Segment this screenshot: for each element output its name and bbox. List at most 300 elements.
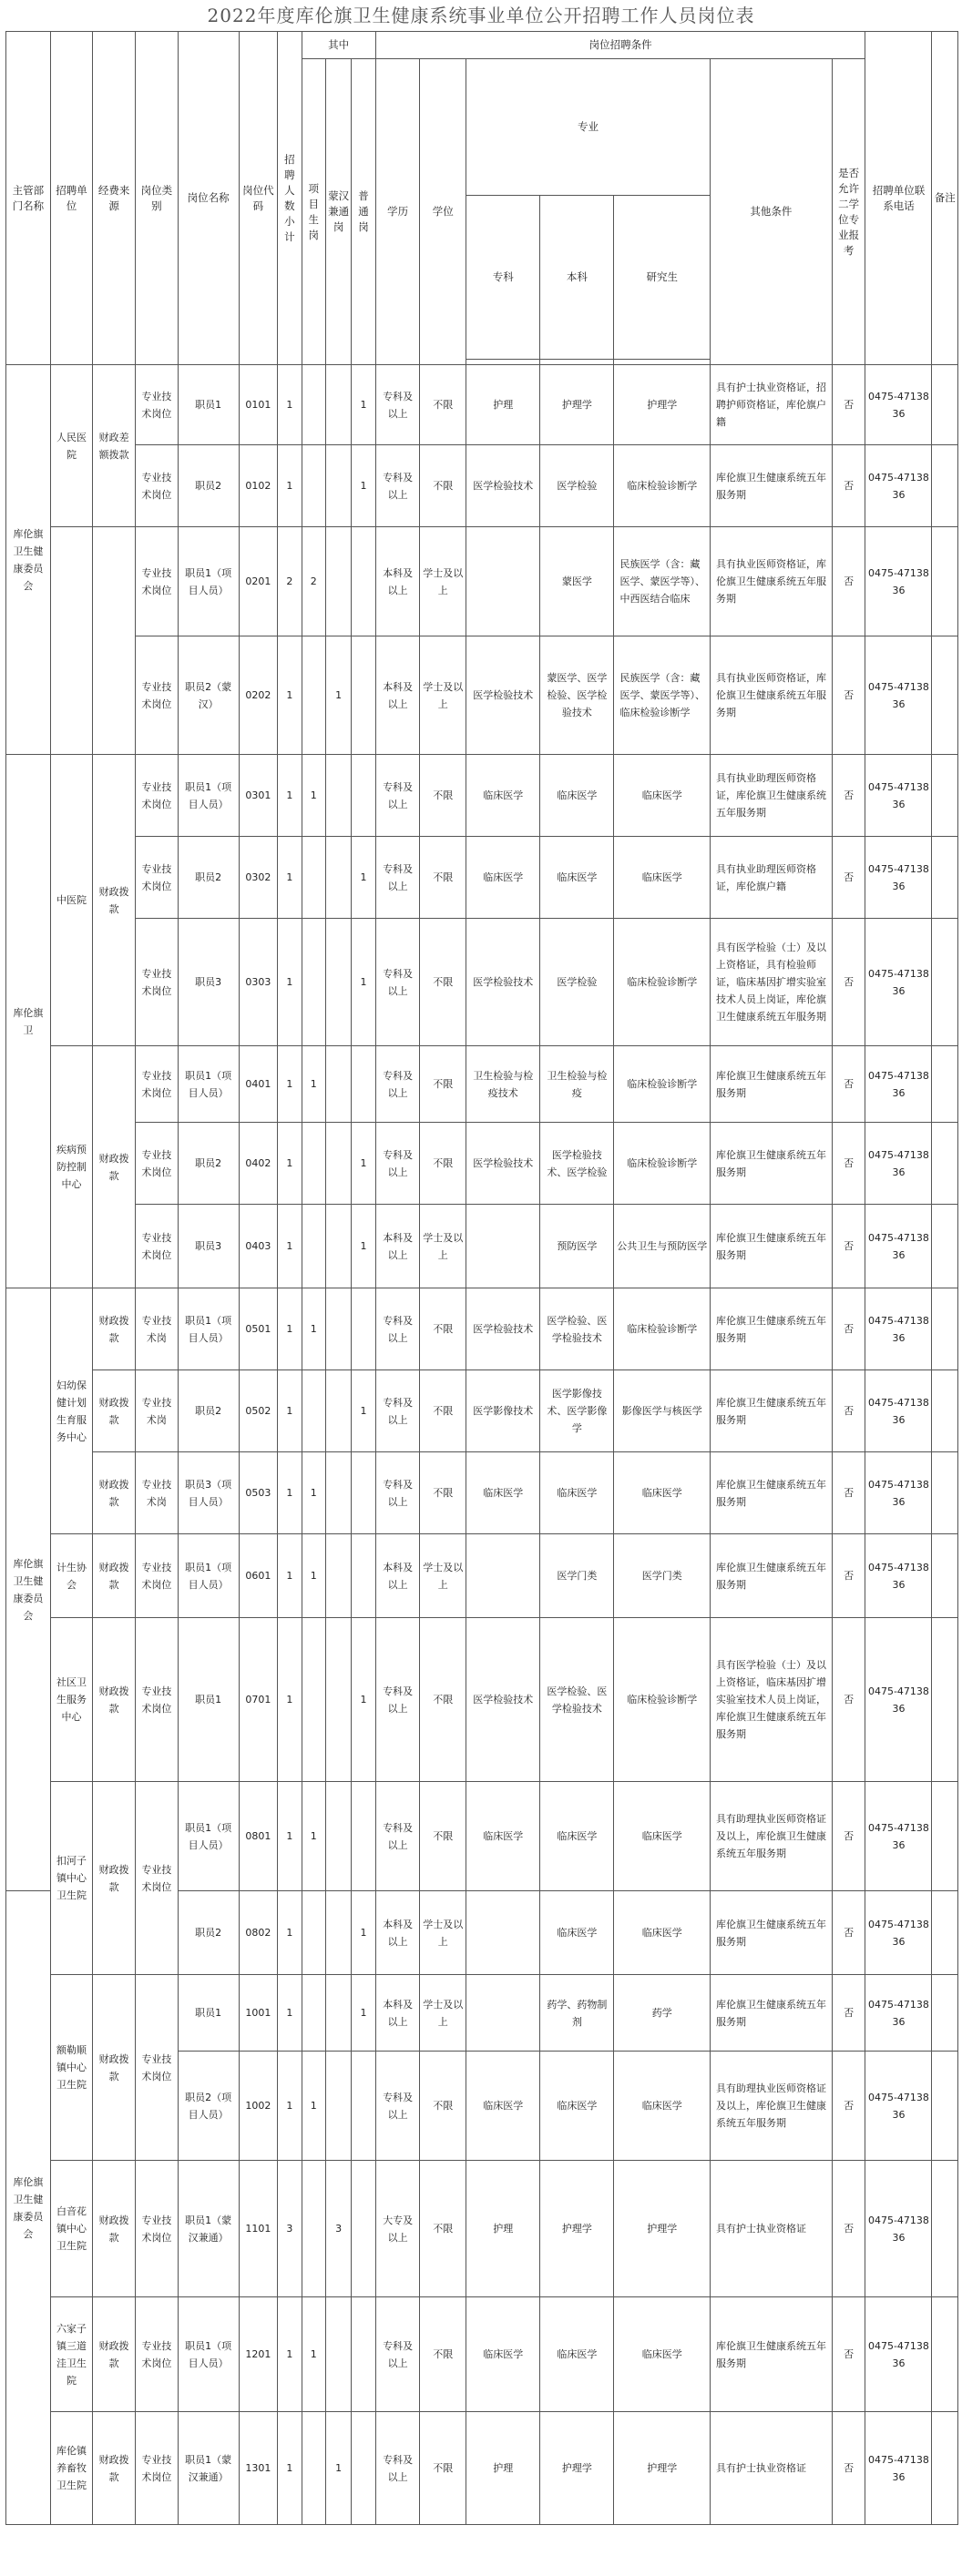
- cell-bk: 预防医学: [540, 1205, 614, 1288]
- header-zhuanke: 专科: [466, 196, 540, 360]
- cell-yjs: 民族医学（含：藏医学、蒙医学等）、临床检验诊断学: [614, 636, 711, 755]
- cell-second: 否: [832, 1975, 865, 2052]
- cell-name: 职员1: [178, 1975, 239, 2052]
- cell-edu: 专科及以上: [375, 755, 420, 837]
- fund-cell: 财政拨款: [93, 1452, 136, 1534]
- cell-cat: 专业技术岗位: [136, 2161, 179, 2297]
- cell-bk: 医学门类: [540, 1534, 614, 1618]
- cell-total: 1: [278, 2052, 302, 2161]
- cell-edu: 专科及以上: [375, 1618, 420, 1782]
- cell-mongo: [325, 1452, 351, 1534]
- table-row: [6, 1123, 958, 1205]
- cell-proj: 1: [302, 1046, 325, 1123]
- cell-phone: 0475-4713836: [865, 445, 932, 527]
- cell-general: 1: [352, 919, 375, 1046]
- cell-total: 1: [278, 1370, 302, 1452]
- cell-phone: 0475-4713836: [865, 1534, 932, 1618]
- dept-cell: 库伦旗卫生健康委员会: [6, 365, 51, 755]
- cell-mongo: 1: [325, 636, 351, 755]
- cell-second: 否: [832, 636, 865, 755]
- header-graduate: 研究生: [614, 196, 711, 360]
- cell-zk: 临床医学: [466, 837, 540, 919]
- cell-second: 否: [832, 2412, 865, 2525]
- cell-phone: 0475-4713836: [865, 837, 932, 919]
- cell-name: 职员1: [178, 1618, 239, 1782]
- cell-code: 0201: [239, 527, 278, 636]
- cell-code: 0402: [239, 1123, 278, 1205]
- cell-edu: 专科及以上: [375, 1452, 420, 1534]
- cell-second: 否: [832, 1288, 865, 1370]
- cell-yjs: 民族医学（含：藏医学、蒙医学等）、中西医结合临床: [614, 527, 711, 636]
- dept-cell: 库伦旗卫生健康委员会: [6, 1288, 51, 1891]
- cell-edu: 大专及以上: [375, 2161, 420, 2297]
- cell-name: 职员3（项目人员）: [178, 1452, 239, 1534]
- cell-cat: 专业技术岗位: [136, 636, 179, 755]
- cell-cat: 专业技术岗: [136, 1288, 179, 1370]
- header-education: 学历: [375, 59, 420, 365]
- cell-general: [352, 2412, 375, 2525]
- cell-second: 否: [832, 837, 865, 919]
- cell-code: 0403: [239, 1205, 278, 1288]
- cell-general: [352, 1452, 375, 1534]
- cell-second: 否: [832, 2161, 865, 2297]
- cell-general: [352, 755, 375, 837]
- cell-bk: 临床医学: [540, 2052, 614, 2161]
- cell-name: 职员3: [178, 919, 239, 1046]
- cell-yjs: 临床医学: [614, 1452, 711, 1534]
- cell-degree: 不限: [420, 2161, 466, 2297]
- cell-mongo: [325, 1123, 351, 1205]
- cell-code: 0503: [239, 1452, 278, 1534]
- cell-second: 否: [832, 527, 865, 636]
- cell-bk: 护理学: [540, 2161, 614, 2297]
- cell-name: 职员2: [178, 837, 239, 919]
- table-row: [6, 1975, 958, 2052]
- cell-name: 职员1（项目人员）: [178, 1288, 239, 1370]
- unit-cell: 白音花镇中心卫生院: [50, 2161, 93, 2297]
- cell-degree: 学士及以上: [420, 527, 466, 636]
- cell-phone: 0475-4713836: [865, 1288, 932, 1370]
- cell-second: 否: [832, 2297, 865, 2412]
- table-row: [6, 1046, 958, 1123]
- cell-bk: 药学、药物制剂: [540, 1975, 614, 2052]
- table-row: [6, 1534, 958, 1618]
- cell-total: 1: [278, 1205, 302, 1288]
- cell-yjs: 医学门类: [614, 1534, 711, 1618]
- cell-mongo: [325, 527, 351, 636]
- cell-mongo: [325, 1046, 351, 1123]
- cell-proj: [302, 919, 325, 1046]
- unit-cell: 人民医院: [50, 365, 93, 527]
- cell-name: 职员3: [178, 1205, 239, 1288]
- cell-degree: 不限: [420, 1046, 466, 1123]
- cell-general: 1: [352, 1975, 375, 2052]
- cell-other: 具有护士执业资格证: [710, 2412, 832, 2525]
- cell-degree: 不限: [420, 1452, 466, 1534]
- cell-proj: [302, 1123, 325, 1205]
- fund-cell: 财政拨款: [93, 755, 136, 1046]
- cell-code: 0501: [239, 1288, 278, 1370]
- cell-cat: 专业技术岗位: [136, 365, 179, 445]
- dept-cell: 库伦旗卫生健康委员会: [6, 1891, 51, 2525]
- cell-other: 库伦旗卫生健康系统五年服务期: [710, 1452, 832, 1534]
- cell-second: 否: [832, 1452, 865, 1534]
- cell-bk: 医学检验: [540, 919, 614, 1046]
- cell-name: 职员2（项目人员）: [178, 2052, 239, 2161]
- cell-phone: 0475-4713836: [865, 1205, 932, 1288]
- header-degree: 学位: [420, 59, 466, 365]
- cell-bk: 医学检验: [540, 445, 614, 527]
- cell-cat: 专业技术岗位: [136, 445, 179, 527]
- cell-cat: 专业技术岗位: [136, 1046, 179, 1123]
- table-row: [6, 837, 958, 919]
- cell-cat: 专业技术岗位: [136, 1205, 179, 1288]
- cell-general: 1: [352, 1891, 375, 1975]
- page-title: 2022年度库伦旗卫生健康系统事业单位公开招聘工作人员岗位表: [207, 5, 755, 26]
- cell-cat: 专业技术岗位: [136, 1618, 179, 1782]
- cell-total: 1: [278, 1534, 302, 1618]
- cell-yjs: 临床医学: [614, 837, 711, 919]
- cell-general: [352, 1782, 375, 1891]
- cell-name: 职员2: [178, 445, 239, 527]
- cell-edu: 本科及以上: [375, 636, 420, 755]
- table-row: [6, 1452, 958, 1534]
- cell-phone: 0475-4713836: [865, 1975, 932, 2052]
- cell-phone: 0475-4713836: [865, 2412, 932, 2525]
- header-dept: 主管部门名称: [6, 32, 51, 365]
- cell-total: 1: [278, 1618, 302, 1782]
- cell-second: 否: [832, 1618, 865, 1782]
- cell-general: 1: [352, 445, 375, 527]
- cell-total: 1: [278, 755, 302, 837]
- cell-degree: 不限: [420, 837, 466, 919]
- cell-other: 具有助理执业医师资格证及以上，库伦旗卫生健康系统五年服务期: [710, 1782, 832, 1891]
- cell-code: 0502: [239, 1370, 278, 1452]
- cell-general: [352, 2052, 375, 2161]
- cell-proj: 1: [302, 2052, 325, 2161]
- table-row: [6, 365, 958, 445]
- cell-name: 职员1（项目人员）: [178, 1046, 239, 1123]
- header-mongolian-post: 蒙汉兼通岗: [325, 59, 351, 365]
- unit-cell: 疾病预防控制中心: [50, 1046, 93, 1288]
- cell-degree: 学士及以上: [420, 1534, 466, 1618]
- cell-total: 1: [278, 2412, 302, 2525]
- cell-second: 否: [832, 755, 865, 837]
- dept-cell: 库伦旗卫: [6, 755, 51, 1288]
- cell-total: 1: [278, 1975, 302, 2052]
- cell-other: 库伦旗卫生健康系统五年服务期: [710, 2297, 832, 2412]
- cell-degree: 不限: [420, 919, 466, 1046]
- cell-zk: 护理: [466, 365, 540, 445]
- cell-edu: 专科及以上: [375, 919, 420, 1046]
- cell-other: 库伦旗卫生健康系统五年服务期: [710, 1891, 832, 1975]
- cell-cat: 专业技术岗位: [136, 1975, 179, 2161]
- cell-mongo: [325, 1782, 351, 1891]
- fund-cell: 财政拨款: [93, 1534, 136, 1618]
- cell-degree: 学士及以上: [420, 1891, 466, 1975]
- cell-zk: 临床医学: [466, 2297, 540, 2412]
- cell-general: 1: [352, 1205, 375, 1288]
- cell-total: 1: [278, 1123, 302, 1205]
- header-fund: 经费来源: [93, 32, 136, 365]
- cell-yjs: 护理学: [614, 2412, 711, 2525]
- cell-degree: 学士及以上: [420, 1205, 466, 1288]
- cell-yjs: 公共卫生与预防医学: [614, 1205, 711, 1288]
- cell-proj: [302, 445, 325, 527]
- cell-total: 1: [278, 636, 302, 755]
- cell-name: 职员1（项目人员）: [178, 1782, 239, 1891]
- cell-total: 1: [278, 2297, 302, 2412]
- cell-phone: 0475-4713836: [865, 2052, 932, 2161]
- cell-code: 1201: [239, 2297, 278, 2412]
- cell-mongo: [325, 2052, 351, 2161]
- header-qizhong: 其中: [302, 32, 375, 59]
- cell-zk: 医学影像技术: [466, 1370, 540, 1452]
- cell-zk: 临床医学: [466, 2052, 540, 2161]
- fund-cell: 财政拨款: [93, 2412, 136, 2525]
- cell-bk: 临床医学: [540, 1782, 614, 1891]
- cell-cat: 专业技术岗: [136, 1452, 179, 1534]
- cell-yjs: 临床医学: [614, 2297, 711, 2412]
- cell-phone: 0475-4713836: [865, 919, 932, 1046]
- cell-name: 职员2: [178, 1891, 239, 1975]
- cell-proj: [302, 1618, 325, 1782]
- cell-degree: 不限: [420, 2297, 466, 2412]
- cell-edu: 专科及以上: [375, 365, 420, 445]
- cell-edu: 本科及以上: [375, 1891, 420, 1975]
- cell-phone: 0475-4713836: [865, 2297, 932, 2412]
- cell-mongo: [325, 1288, 351, 1370]
- cell-other: 具有医学检验（士）及以上资格证，具有检验师证，临床基因扩增实验室技术人员上岗证，库伦旗卫生健康系统五年服务期: [710, 919, 832, 1046]
- cell-code: 0301: [239, 755, 278, 837]
- table-row: [6, 755, 958, 837]
- cell-yjs: 临床检验诊断学: [614, 1046, 711, 1123]
- cell-code: 0303: [239, 919, 278, 1046]
- fund-cell: 财政拨款: [93, 1046, 136, 1288]
- cell-total: 1: [278, 1288, 302, 1370]
- cell-degree: 不限: [420, 1370, 466, 1452]
- cell-code: 1002: [239, 2052, 278, 2161]
- table-row: [6, 2412, 958, 2525]
- header-post-name: 岗位名称: [178, 32, 239, 365]
- cell-general: 1: [352, 1370, 375, 1452]
- cell-edu: 专科及以上: [375, 2297, 420, 2412]
- cell-second: 否: [832, 1123, 865, 1205]
- cell-edu: 本科及以上: [375, 527, 420, 636]
- cell-name: 职员1（蒙汉兼通）: [178, 2161, 239, 2297]
- cell-mongo: 1: [325, 2412, 351, 2525]
- cell-proj: [302, 837, 325, 919]
- cell-second: 否: [832, 1534, 865, 1618]
- cell-bk: 临床医学: [540, 2297, 614, 2412]
- cell-other: 库伦旗卫生健康系统五年服务期: [710, 1534, 832, 1618]
- cell-bk: 临床医学: [540, 1891, 614, 1975]
- fund-cell: 财政拨款: [93, 1370, 136, 1452]
- cell-bk: 医学检验、医学检验技术: [540, 1288, 614, 1370]
- cell-yjs: 护理学: [614, 2161, 711, 2297]
- cell-mongo: [325, 837, 351, 919]
- header-post-code: 岗位代码: [239, 32, 278, 365]
- cell-general: 1: [352, 1618, 375, 1782]
- cell-other: 库伦旗卫生健康系统五年服务期: [710, 445, 832, 527]
- cell-proj: 1: [302, 2297, 325, 2412]
- cell-total: 1: [278, 365, 302, 445]
- cell-mongo: [325, 445, 351, 527]
- cell-proj: 1: [302, 755, 325, 837]
- cell-yjs: 临床检验诊断学: [614, 1288, 711, 1370]
- cell-degree: 不限: [420, 1123, 466, 1205]
- cell-bk: 医学检验技术、医学检验: [540, 1123, 614, 1205]
- cell-second: 否: [832, 1782, 865, 1891]
- table-row: [6, 1370, 958, 1452]
- table-row: [6, 2297, 958, 2412]
- cell-bk: 医学检验、医学检验技术: [540, 1618, 614, 1782]
- cell-zk: [466, 1975, 540, 2052]
- cell-second: 否: [832, 445, 865, 527]
- cell-edu: 专科及以上: [375, 2052, 420, 2161]
- cell-other: 具有护士执业资格证: [710, 2161, 832, 2297]
- cell-code: 0302: [239, 837, 278, 919]
- cell-general: [352, 527, 375, 636]
- cell-phone: 0475-4713836: [865, 527, 932, 636]
- cell-yjs: 药学: [614, 1975, 711, 2052]
- cell-yjs: 临床医学: [614, 755, 711, 837]
- cell-other: 库伦旗卫生健康系统五年服务期: [710, 1205, 832, 1288]
- cell-degree: 学士及以上: [420, 1975, 466, 2052]
- cell-total: 1: [278, 1046, 302, 1123]
- cell-zk: [466, 527, 540, 636]
- header-phone: 招聘单位联系电话: [865, 32, 932, 365]
- unit-cell: 额勒顺镇中心卫生院: [50, 1975, 93, 2161]
- cell-general: [352, 1046, 375, 1123]
- cell-other: 具有执业医师资格证，库伦旗卫生健康系统五年服务期: [710, 527, 832, 636]
- cell-bk: 卫生检验与检疫: [540, 1046, 614, 1123]
- unit-cell: 计生协会: [50, 1534, 93, 1618]
- cell-edu: 专科及以上: [375, 1782, 420, 1891]
- cell-phone: 0475-4713836: [865, 1123, 932, 1205]
- cell-zk: [466, 1891, 540, 1975]
- cell-second: 否: [832, 1046, 865, 1123]
- cell-cat: 专业技术岗位: [136, 919, 179, 1046]
- cell-cat: 专业技术岗: [136, 1370, 179, 1452]
- cell-edu: 专科及以上: [375, 445, 420, 527]
- cell-code: 0802: [239, 1891, 278, 1975]
- cell-edu: 专科及以上: [375, 1046, 420, 1123]
- header-other: 其他条件: [710, 59, 832, 365]
- unit-cell: 中医院: [50, 755, 93, 1046]
- cell-total: 1: [278, 1891, 302, 1975]
- cell-mongo: [325, 919, 351, 1046]
- cell-other: 库伦旗卫生健康系统五年服务期: [710, 1370, 832, 1452]
- unit-cell: 社区卫生服务中心: [50, 1618, 93, 1782]
- cell-zk: 临床医学: [466, 755, 540, 837]
- cell-bk: 护理学: [540, 365, 614, 445]
- cell-edu: 本科及以上: [375, 1534, 420, 1618]
- unit-cell: 妇幼保健计划生育服务中心: [50, 1288, 93, 1534]
- recruitment-table: [5, 31, 958, 2525]
- cell-zk: 医学检验技术: [466, 1618, 540, 1782]
- cell-other: 具有执业助理医师资格证，库伦旗卫生健康系统五年服务期: [710, 755, 832, 837]
- cell-degree: 不限: [420, 1288, 466, 1370]
- header-note: 备注: [932, 32, 958, 365]
- unit-cell: 扣河子镇中心卫生院: [50, 1782, 93, 1975]
- cell-name: 职员2: [178, 1370, 239, 1452]
- cell-phone: 0475-4713836: [865, 636, 932, 755]
- cell-total: 1: [278, 837, 302, 919]
- cell-second: 否: [832, 2052, 865, 2161]
- cell-phone: 0475-4713836: [865, 1046, 932, 1123]
- cell-cat: 专业技术岗位: [136, 1534, 179, 1618]
- header-general-post: 普通岗: [352, 59, 375, 365]
- cell-bk: 蒙医学、医学检验、医学检验技术: [540, 636, 614, 755]
- cell-mongo: [325, 1618, 351, 1782]
- cell-phone: 0475-4713836: [865, 755, 932, 837]
- cell-mongo: [325, 1891, 351, 1975]
- cell-second: 否: [832, 1205, 865, 1288]
- cell-zk: [466, 1534, 540, 1618]
- cell-zk: 临床医学: [466, 1452, 540, 1534]
- cell-second: 否: [832, 1891, 865, 1975]
- cell-phone: 0475-4713836: [865, 1618, 932, 1782]
- cell-bk: 临床医学: [540, 837, 614, 919]
- cell-general: [352, 2161, 375, 2297]
- cell-zk: 医学检验技术: [466, 1288, 540, 1370]
- cell-zk: 医学检验技术: [466, 636, 540, 755]
- cell-code: 1101: [239, 2161, 278, 2297]
- cell-zk: 护理: [466, 2412, 540, 2525]
- cell-yjs: 临床检验诊断学: [614, 919, 711, 1046]
- cell-general: [352, 636, 375, 755]
- cell-edu: 本科及以上: [375, 1205, 420, 1288]
- cell-general: 1: [352, 837, 375, 919]
- cell-proj: [302, 365, 325, 445]
- cell-yjs: 临床医学: [614, 1782, 711, 1891]
- cell-mongo: [325, 1534, 351, 1618]
- cell-phone: 0475-4713836: [865, 1370, 932, 1452]
- cell-code: 0102: [239, 445, 278, 527]
- cell-degree: 不限: [420, 755, 466, 837]
- table-row: [6, 445, 958, 527]
- cell-code: 1001: [239, 1975, 278, 2052]
- cell-cat: 专业技术岗位: [136, 2412, 179, 2525]
- cell-other: 库伦旗卫生健康系统五年服务期: [710, 1046, 832, 1123]
- cell-zk: 医学检验技术: [466, 445, 540, 527]
- fund-cell: 财政拨款: [93, 2297, 136, 2412]
- cell-name: 职员2: [178, 1123, 239, 1205]
- cell-total: 3: [278, 2161, 302, 2297]
- cell-proj: [302, 1891, 325, 1975]
- cell-zk: 护理: [466, 2161, 540, 2297]
- cell-phone: 0475-4713836: [865, 1782, 932, 1891]
- cell-bk: 蒙医学: [540, 527, 614, 636]
- cell-second: 否: [832, 919, 865, 1046]
- cell-cat: 专业技术岗位: [136, 837, 179, 919]
- cell-edu: 专科及以上: [375, 1288, 420, 1370]
- cell-bk: 临床医学: [540, 755, 614, 837]
- table-row: [6, 1618, 958, 1782]
- cell-degree: 不限: [420, 2052, 466, 2161]
- cell-mongo: [325, 755, 351, 837]
- cell-name: 职员1: [178, 365, 239, 445]
- cell-mongo: [325, 1975, 351, 2052]
- header-unit: 招聘单位: [50, 32, 93, 365]
- table-row: [6, 527, 958, 636]
- cell-zk: [466, 1205, 540, 1288]
- cell-proj: [302, 636, 325, 755]
- cell-zk: 卫生检验与检疫技术: [466, 1046, 540, 1123]
- cell-other: 具有护士执业资格证，招聘护师资格证，库伦旗户籍: [710, 365, 832, 445]
- cell-edu: 专科及以上: [375, 1123, 420, 1205]
